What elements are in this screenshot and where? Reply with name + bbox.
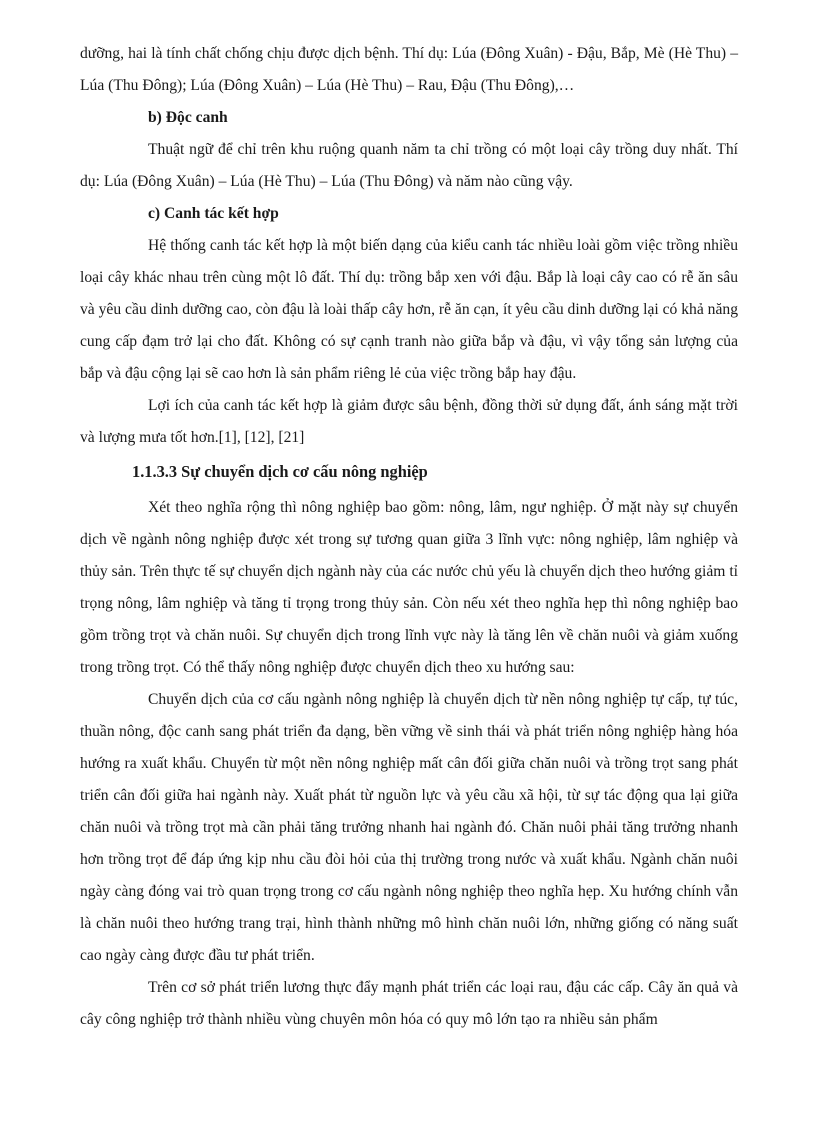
paragraph-doc-canh: Thuật ngữ để chỉ trên khu ruộng quanh năm ta chỉ trồng có một loại cây trồng duy nhất. Thí dụ: Lúa (Đông Xuân) – Lúa (Hè Thu) – Lúa (Thu Đông) và năm nào cũng vậy. xyxy=(80,141,738,190)
paragraph-luong-thuc: Trên cơ sở phát triển lương thực đẩy mạnh phát triển các loại rau, đậu các cấp. Cây ăn quả và cây công nghiệp trở thành nhiều vùng chuyên môn hóa có quy mô lớn tạo ra nhiều sản phẩm xyxy=(80,979,738,1028)
subheading-doc-canh: b) Độc canh xyxy=(148,109,228,126)
subheading-canh-tac-ket-hop: c) Canh tác kết hợp xyxy=(148,205,279,222)
paragraph-continuation: dưỡng, hai là tính chất chống chịu được dịch bệnh. Thí dụ: Lúa (Đông Xuân) - Đậu, Bắp, Mè (Hè Thu) – Lúa (Thu Đông); Lúa (Đông Xuân) – Lúa (Hè Thu) – Rau, Đậu (Thu Đông),… xyxy=(80,45,738,94)
paragraph-nghia-rong: Xét theo nghĩa rộng thì nông nghiệp bao gồm: nông, lâm, ngư nghiệp. Ở mặt này sự chuyển dịch về ngành nông nghiệp được xét trong sự tương quan giữa 3 lĩnh vực: nông nghiệp, lâm nghiệp và thủy sản. Trên thực tế sự chuyển dịch ngành này của các nước chủ yếu là chuyển dịch theo hướng giảm tỉ trọng nông, lâm nghiệp và tăng tỉ trọng trong thủy sản. Còn nếu xét theo nghĩa hẹp thì nông nghiệp bao gồm trồng trọt và chăn nuôi. Sự chuyển dịch trong lĩnh vực này là tăng lên về chăn nuôi và giảm xuống trong trồng trọt. Có thể thấy nông nghiệp được chuyển dịch theo xu hướng sau: xyxy=(80,499,738,676)
document-page xyxy=(80,38,738,1036)
paragraph-canh-tac-ket-hop: Hệ thống canh tác kết hợp là một biến dạng của kiểu canh tác nhiều loài gồm việc trồng nhiều loại cây khác nhau trên cùng một lô đất. Thí dụ: trồng bắp xen với đậu. Bắp là loại cây cao có rễ ăn sâu và yêu cầu dinh dưỡng cao, còn đậu là loài thấp cây hơn, rễ ăn cạn, ít yêu cầu dinh dưỡng lại có khả năng cung cấp đạm trở lại cho đất. Không có sự cạnh tranh nào giữa bắp và đậu, vì vậy tổng sản lượng của bắp và đậu cộng lại sẽ cao hơn là sản phẩm riêng lẻ của việc trồng bắp hay đậu. xyxy=(80,237,738,382)
section-heading-1133: 1.1.3.3 Sự chuyển dịch cơ cấu nông nghiệp xyxy=(132,462,428,481)
paragraph-loi-ich: Lợi ích của canh tác kết hợp là giảm được sâu bệnh, đồng thời sử dụng đất, ánh sáng mặt trời và lượng mưa tốt hơn.[1], [12], [21] xyxy=(80,397,738,446)
paragraph-chuyen-dich: Chuyển dịch của cơ cấu ngành nông nghiệp là chuyển dịch từ nền nông nghiệp tự cấp, tự túc, thuần nông, độc canh sang phát triển đa dạng, bền vững về sinh thái và phát triển nông nghiệp hàng hóa hướng ra xuất khẩu. Chuyển từ một nền nông nghiệp mất cân đối giữa chăn nuôi và trồng trọt sang phát triển cân đối giữa hai ngành này. Xuất phát từ nguồn lực và yêu cầu xã hội, từ sự tác động qua lại giữa chăn nuôi và trồng trọt mà cần phải tăng trưởng nhanh hai ngành đó. Chăn nuôi phải tăng trưởng nhanh hơn trồng trọt để đáp ứng kịp nhu cầu đòi hỏi của thị trường trong nước và xuất khẩu. Ngành chăn nuôi ngày càng đóng vai trò quan trọng trong cơ cấu ngành nông nghiệp theo nghĩa hẹp. Xu hướng chính vẫn là chăn nuôi theo hướng trang trại, hình thành những mô hình chăn nuôi lớn, những giống có năng suất cao ngày càng được đầu tư phát triển. xyxy=(80,691,738,964)
